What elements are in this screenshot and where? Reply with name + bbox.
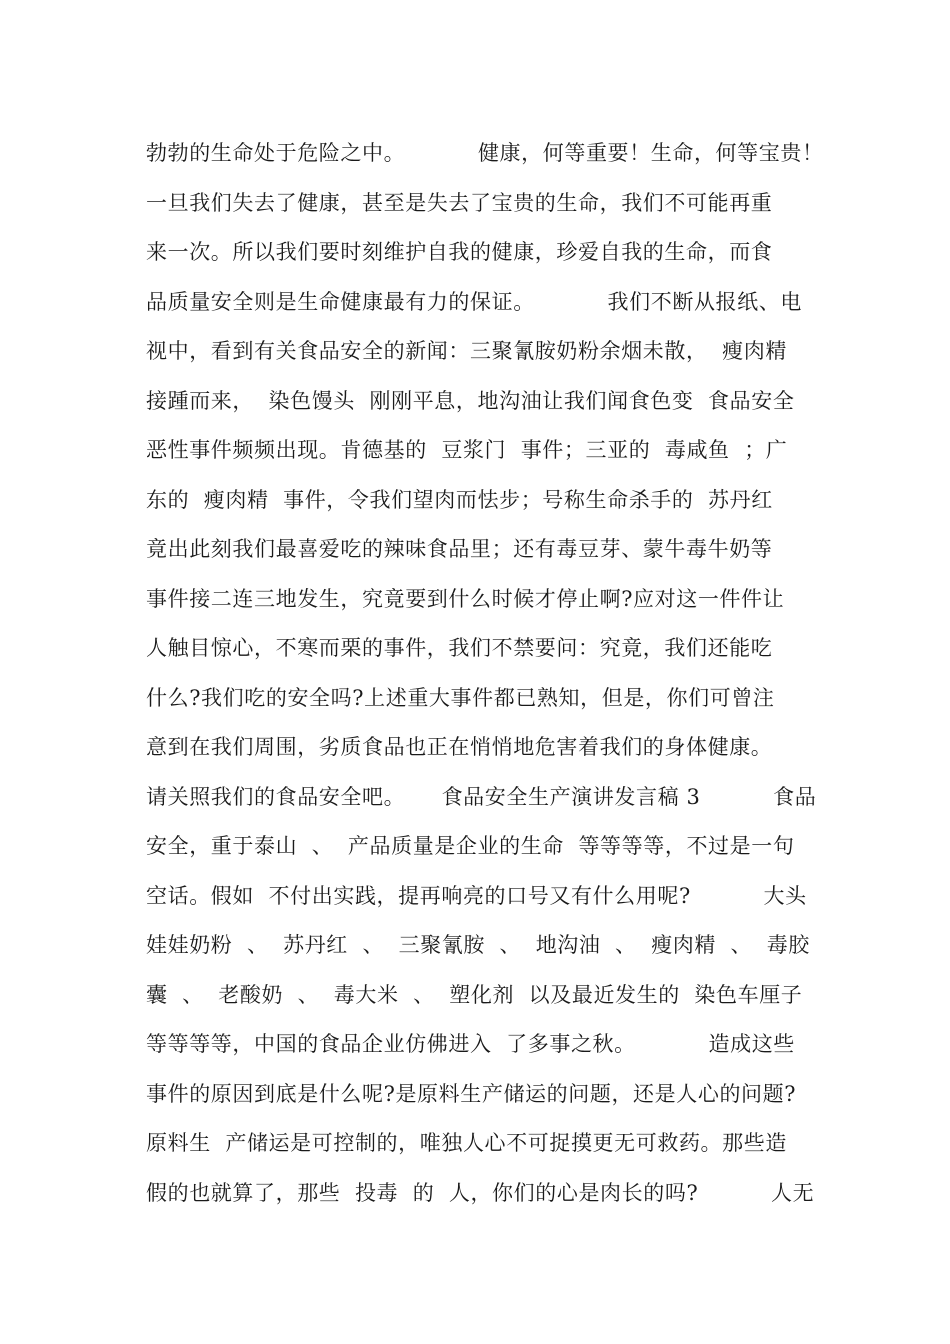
- text-line: 视中，看到有关食品安全的新闻：三聚氰胺奶粉余烟未散， 瘦肉精: [146, 339, 787, 363]
- text-line: 原料生 产储运是可控制的，唯独人心不可捉摸更无可救药。那些造: [146, 1131, 787, 1155]
- text-line: 品质量安全则是生命健康最有力的保证。 我们不断从报纸、电: [146, 289, 802, 314]
- text-line: 安全，重于泰山 、 产品质量是企业的生命 等等等等，不过是一句: [146, 834, 795, 858]
- text-line: 囊 、 老酸奶 、 毒大米 、 塑化剂 以及最近发生的 染色车厘子: [146, 982, 803, 1007]
- text-line: 接踵而来， 染色馒头 刚刚平息，地沟油让我们闻食色变 食品安全: [146, 388, 795, 413]
- text-line: 恶性事件频频出现。肯德基的 豆浆门 事件；三亚的 毒咸鱼 ；广: [146, 438, 788, 462]
- text-line: 事件的原因到底是什么呢?是原料生产储运的问题，还是人心的问题?: [146, 1081, 797, 1106]
- text-line: 事件接二连三地发生，究竟要到什么时候才停止啊?应对这一件件让: [146, 586, 785, 611]
- text-line: 一旦我们失去了健康，甚至是失去了宝贵的生命，我们不可能再重: [146, 190, 773, 215]
- text-line: 空话。假如 不付出实践，提再响亮的口号又有什么用呢? 大头: [146, 883, 807, 908]
- text-line: 东的 瘦肉精 事件，令我们望肉而怯步；号称生命杀手的 苏丹红: [146, 487, 773, 512]
- text-line: 什么?我们吃的安全吗?上述重大事件都已熟知，但是，你们可曾注: [146, 685, 775, 710]
- text-line: 请关照我们的食品安全吧。 食品安全生产演讲发言稿 3 食品: [146, 784, 817, 809]
- document-body: [146, 133, 826, 1222]
- text-line: 意到在我们周围，劣质食品也正在悄悄地危害着我们的身体健康。: [146, 735, 773, 759]
- text-line: 勃勃的生命处于危险之中。 健康，何等重要！生命，何等宝贵！: [146, 141, 824, 165]
- text-line: 假的也就算了，那些 投毒 的 人，你们的心是肉长的吗? 人无: [146, 1180, 815, 1205]
- text-line: 等等等等，中国的食品企业仿佛进入 了多事之秋。 造成这些: [146, 1032, 795, 1056]
- text-line: 竟出此刻我们最喜爱吃的辣味食品里；还有毒豆芽、蒙牛毒牛奶等: [146, 537, 773, 561]
- text-line: 来一次。所以我们要时刻维护自我的健康，珍爱自我的生命，而食: [146, 240, 773, 264]
- text-line: 娃娃奶粉 、 苏丹红 、 三聚氰胺 、 地沟油 、 瘦肉精 、 毒胶: [146, 933, 810, 957]
- text-line: 人触目惊心，不寒而栗的事件，我们不禁要问：究竟，我们还能吃: [146, 636, 773, 660]
